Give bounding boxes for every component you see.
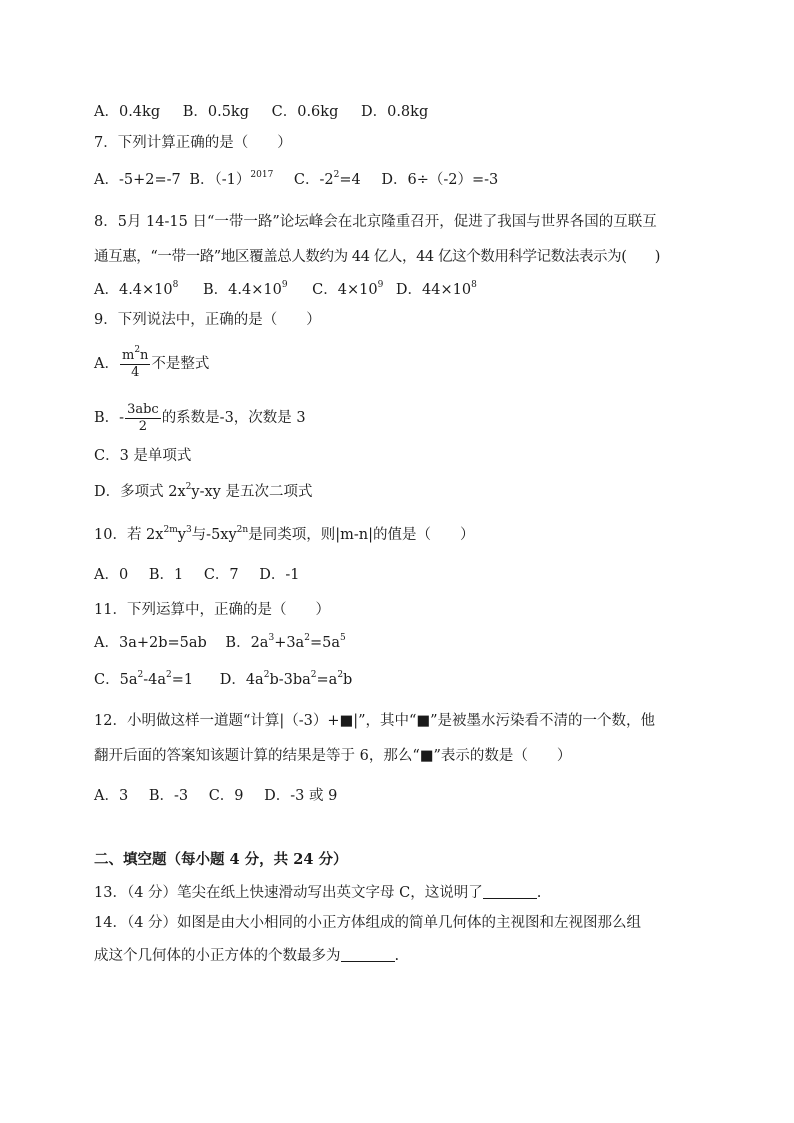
q9-option-b: B．- $\frac{\text{3abc}}{2}$ 的系数是-3，次数是 3 xyxy=(94,401,306,434)
q7-option-b: B．$(-1)^{2017}$ xyxy=(189,170,274,188)
q9-b-fraction: $\frac{\text{3abc}}{2}$ xyxy=(127,401,159,434)
q8-option-c: C．$4\times 10^9$ xyxy=(312,280,384,298)
q13-stem: 13．（4 分）笔尖在纸上快速滑动写出英文字母 C，这说明了 . xyxy=(94,885,542,901)
q9-option-a: A． $\frac{m^2n}{4}$ 不是整式 xyxy=(94,345,210,380)
q6-option-b: B．0.5kg xyxy=(182,104,250,120)
q9-stem: 9．下列说法中，正确的是（ ） xyxy=(94,312,321,328)
q11-options-cd xyxy=(94,670,352,690)
q11-option-a: A．3a+2b=5ab xyxy=(94,635,207,651)
q10-options xyxy=(94,565,300,585)
q10-option-d: D．-1 xyxy=(259,567,300,583)
q10-option-b: B．1 xyxy=(148,567,184,583)
q10-option-c: C．7 xyxy=(203,567,239,583)
q14-stem-line1: 14．（4 分）如图是由大小相同的小正方体组成的简单几何体的主视图和左视图那么组 xyxy=(94,915,642,931)
q8-option-d: D．$44\times 10^8$ xyxy=(395,280,477,298)
q7-option-c: C．$-2^2=4$ xyxy=(293,170,361,188)
q9-option-c: C．3 是单项式 xyxy=(94,448,192,464)
q9-a-fraction: $\frac{m^2n}{4}$ xyxy=(121,345,149,380)
q7-options xyxy=(94,170,498,190)
q12-stem-line2: 翻开后面的答案知该题计算的结果是等于 6，那么“■”表示的数是（ ） xyxy=(94,748,572,764)
q8-stem-line1: 8．5月 14-15 日“一带一路”论坛峰会在北京隆重召开，促进了我国与世界各国的互联互 xyxy=(94,214,657,230)
q11-option-d: D．$4a^2b-3ba^2=a^2b$ xyxy=(219,670,353,688)
q6-option-a: A．0.4kg xyxy=(94,104,161,120)
q6-option-c: C．0.6kg xyxy=(271,104,339,120)
q10-stem: 10．若 $2x^{2m}y^3$与$-5xy^{2n}$是同类项，则|m-n|的值是（ ） xyxy=(94,525,475,543)
q11-option-b: B．$2a^3+3a^2=5a^5$ xyxy=(225,633,346,651)
q8-stem-line2: 通互惠，“一带一路”地区覆盖总人数约为 44 亿人，44 亿这个数用科学记数法表示为( ) xyxy=(94,249,660,265)
q7-option-d: D．6÷（-2）=-3 xyxy=(381,172,499,188)
q8-options xyxy=(94,280,477,300)
q12-option-a: A．3 xyxy=(94,788,129,804)
q10-option-a: A．0 xyxy=(94,567,129,583)
q13-answer-blank xyxy=(483,884,537,899)
q14-stem-line2: 成这个几何体的小正方体的个数最多为 . xyxy=(94,948,400,964)
q8-option-a: A．$4.4\times 10^8$ xyxy=(94,280,179,298)
q12-option-b: B．-3 xyxy=(148,788,189,804)
q12-options xyxy=(94,786,337,806)
q12-option-d: D．-3 或 9 xyxy=(264,788,338,804)
q8-option-b: B．$4.4\times 10^9$ xyxy=(202,280,288,298)
q7-option-a: A．-5+2=-7 xyxy=(94,172,181,188)
q12-stem-line1: 12．小明做这样一道题“计算|（-3）+■|”，其中“■”是被墨水污染看不清的一个数，他 xyxy=(94,713,656,729)
q9-option-d: D．多项式 $2x^2y-xy$ 是五次二项式 xyxy=(94,482,313,500)
q11-stem: 11．下列运算中，正确的是（ ） xyxy=(94,602,330,618)
section-heading-fill-in: 二、填空题（每小题 4 分，共 24 分） xyxy=(94,851,348,868)
q6-option-d: D．0.8kg xyxy=(360,104,429,120)
q11-option-c: C．$5a^2-4a^2=1$ xyxy=(94,670,194,688)
q6-options xyxy=(94,102,428,122)
q7-stem: 7．下列计算正确的是（ ） xyxy=(94,135,292,151)
q12-option-c: C．9 xyxy=(208,788,244,804)
q11-options-ab xyxy=(94,633,346,653)
q14-answer-blank xyxy=(341,947,395,962)
